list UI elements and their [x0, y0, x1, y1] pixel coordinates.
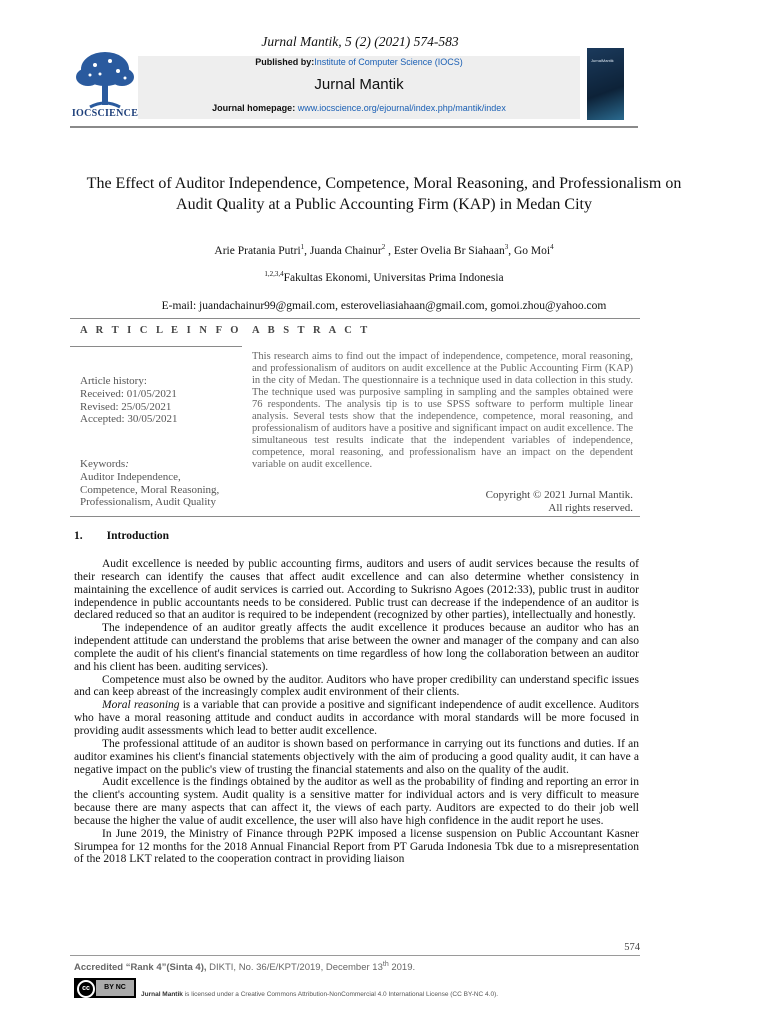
homepage-label: Journal homepage:	[212, 103, 296, 113]
affiliation: $^{1,2,3,4}$Fakultas Ekonomi, Universitas Prima Indonesia	[264, 270, 504, 284]
journal-name: Jurnal Mantik	[314, 76, 404, 93]
author-name: Juanda Chainur	[309, 244, 382, 257]
keyword-line: Auditor Independence,	[80, 470, 181, 483]
keyword-line: Competence, Moral Reasoning,	[80, 483, 220, 496]
paragraph: The independence of an auditor greatly affects the audit excellence it produces because an auditor who has an independent attitude can understand the problems that arise between the owner and manager of the company and can also complete the audit of his client's financial statements on time regardless of how long the collaboration between an auditor and his client has been. auditing services).	[74, 622, 639, 673]
received-date: Received: 01/05/2021	[80, 387, 177, 400]
logo-text: IOCSCIENCE	[71, 108, 139, 119]
paragraph: Competence must also be owned by the auditor. Auditors who have proper credibility can understand specific issues and can keep abreast of the increasingly complex audit environment of their clients.	[74, 673, 639, 699]
section-divider	[70, 318, 640, 319]
abstract-divider	[70, 516, 640, 517]
paragraph: The professional attitude of an auditor is shown based on performance in carrying out its functions and duties. If an auditor examines his client's financial statements objectively with the aim of producing a good quality audit, it can have a negative impact on the public's view of trusting the financial statements and also on the quality of the audit.	[74, 737, 639, 776]
copyright-line: Copyright © 2021 Jurnal Mantik.	[485, 489, 633, 501]
accepted-date: Accepted: 30/05/2021	[80, 413, 178, 426]
page-number: 574	[624, 942, 640, 953]
by-nc-icon: BY NC	[96, 980, 134, 996]
article-history: Article history: Received: 01/05/2021 Revised: 25/05/2021 Accepted: 30/05/2021	[80, 375, 178, 426]
paper-title: The Effect of Auditor Independence, Competence, Moral Reasoning, and Professionalism on Audit Quality at a Public Accounting Firm (KAP) in Medan City	[86, 175, 682, 213]
license-text: Jurnal Mantik is licensed under a Creative Commons Attribution-NonCommercial 4.0 International License (CC BY-NC 4.0).	[141, 991, 499, 998]
published-by-label: Published by:	[255, 57, 315, 67]
homepage-link[interactable]: www.iocscience.org/ejournal/index.php/mantik/index	[297, 103, 506, 113]
paragraph: Audit excellence is the findings obtained by the auditor as well as the probability of finding and reporting an error in the client's accounting system. Audit quality is a sensitive matter for individual actors and is very difficult to measure because there are many aspects that can affect it, the views of each party. Auditors are expected to do their job well because the higher the value of audit excellence, the user will also have high confidence in the audit report he uses.	[74, 776, 639, 827]
paragraph: Moral reasoning is a variable that can provide a positive and significant independence of audit excellence. Auditors who have a moral reasoning attitude and conduct audits in accordance with moral standards will be more focused in providing audit assessments which lead to better audit excellence.	[74, 699, 639, 737]
header-divider	[70, 126, 638, 128]
paragraph: Audit excellence is needed by public accounting firms, auditors and users of audit services because the results of their research can identify the causes that affect audit excellence and can also determine whether consistency in maintaining the excellence of audit services is carried out. According to Sukrisno Agoes (2012:33), public trust in auditor independence in public accountants needs to be considered. Public trust can decrease if the independence of an auditor is declared reduced so that an auditor is required to be independent (recognized by other parties), intellectually and honestly.	[74, 558, 639, 622]
paragraph: In June 2019, the Ministry of Finance through P2PK imposed a license suspension on Public Accountant Kasner Sirumpea for 12 months for the 2018 Annual Financial Report from PT Garuda Indonesia Tbk due to a misrepresentation of the 2018 LKT related to the cooperation contract in providing liaison	[74, 827, 639, 866]
abstract-label: A B S T R A C T	[252, 325, 371, 336]
accreditation-line: Accredited “Rank 4”(Sinta 4), DIKTI, No. 36/E/KPT/2019, December 13th 2019.	[74, 961, 416, 974]
rights-line: All rights reserved.	[548, 502, 633, 514]
info-divider	[70, 346, 242, 347]
journal-citation: Jurnal Mantik, 5 (2) (2021) 574-583	[261, 34, 459, 49]
author-emails: E-mail: juandachainur99@gmail.com, esteroveliasiahaan@gmail.com, gomoi.zhou@yahoo.com	[161, 300, 607, 312]
keywords-block: Keywords: Auditor Independence, Competence, Moral Reasoning, Professionalism, Audit Quality	[80, 458, 220, 509]
footer-divider	[70, 955, 640, 956]
author-name: Arie Pratania Putri	[214, 244, 301, 257]
author-list: Arie Pratania Putri$^1$, Juanda Chainur$^2$ , Ester Ovelia Br Siahaan$^3$, Go Moi$^4$	[214, 243, 554, 257]
revised-date: Revised: 25/05/2021	[80, 400, 172, 413]
author-name: Go Moi	[513, 244, 551, 257]
journal-homepage-line	[138, 103, 580, 113]
journal-cover-title: JurnalMantik	[591, 58, 614, 63]
published-by-line	[138, 57, 580, 67]
author-name: Ester Ovelia Br Siahaan	[393, 244, 505, 257]
body-text	[74, 558, 639, 866]
cc-icon: cc	[77, 980, 95, 998]
article-info-label: A R T I C L E I N F O	[80, 325, 242, 336]
publisher-link[interactable]: Institute of Computer Science (IOCS)	[314, 57, 463, 67]
keyword-line: Professionalism, Audit Quality	[80, 496, 216, 509]
abstract-text: This research aims to find out the impact of independence, competence, moral reasoning, and professionalism of auditors on audit excellence at the Public Accounting Firm (KAP) in the city of Medan. The questionnaire is a technique used in data collection in this study. The technique used was purposive sampling in sampling and the samples obtained were 76 respondents. The analysis tip is to use SPSS software to perform multiple linear analysis. Several tests show that the independence, competence, moral reasoning, and professionalism of auditors have a positive and significant impact on audit excellence. The simultaneous test results indicate that the independent variables of independence, competence, moral reasoning, and professionalism have an impact on the dependent variable on audit excellence.	[252, 351, 633, 470]
section-heading: 1. Introduction	[74, 530, 170, 542]
